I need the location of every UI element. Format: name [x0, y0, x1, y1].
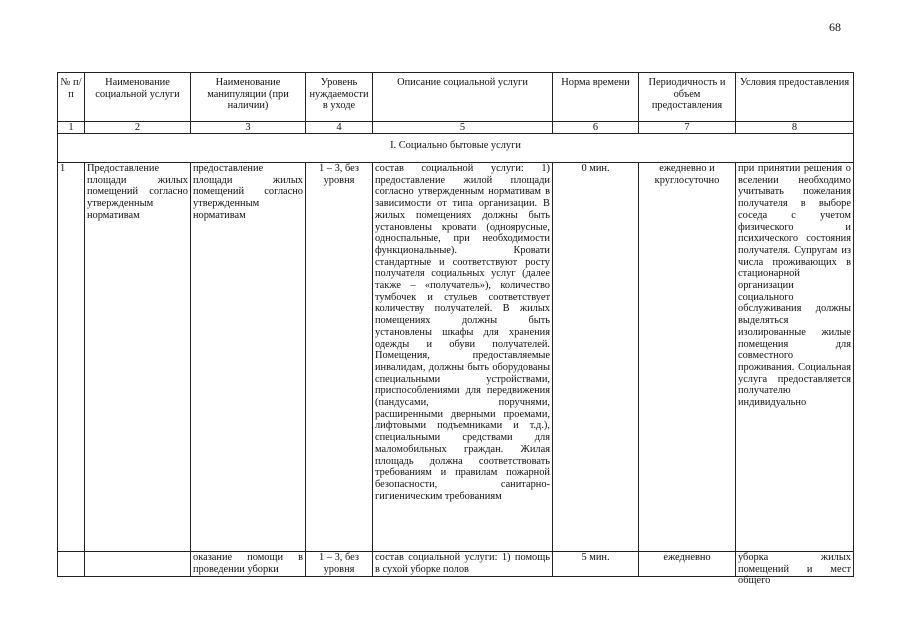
manipulation-name: предоставление площади жилых помещений согласно утвержденным нормативам	[191, 163, 306, 552]
column-number: 2	[85, 122, 191, 134]
conditions-text: уборка жилых помещений и мест общего	[738, 552, 851, 587]
manipulation-name	[191, 552, 306, 577]
header-row	[58, 73, 854, 122]
service-name	[85, 552, 191, 577]
section-title: I. Социально бытовые услуги	[58, 134, 854, 163]
header-cell: Уровень нуждаемости в уходе	[306, 73, 373, 122]
manipulation-text: оказание помощи в проведении уборки	[193, 552, 303, 575]
column-number: 4	[306, 122, 373, 134]
periodicity: ежедневно и круглосуточно	[639, 163, 736, 552]
column-number: 1	[58, 122, 85, 134]
header-cell: Периодичность и объем предоставления	[639, 73, 736, 122]
header-cell: Наименование манипуляции (при наличии)	[191, 73, 306, 122]
page-number: 68	[829, 20, 841, 34]
column-number-row	[58, 122, 854, 134]
service-description: состав социальной услуги: 1) предоставление жилой площади согласно утвержденным нормативам в зависимости от типа организации. В жилых помещениях должны быть установлены кровати (одноярусные, односпальные, при необходимости функциональные). Кровати стандартные и соответствуют росту получателя социальных услуг (далее также – «получатель»), количество тумбочек и стульев соответствует количеству получателей. В жилых помещениях должны быть установлены шкафы для хранения одежды и обуви получателей. Помещения, предоставляемые инвалидам, должны быть оборудованы специальными устройствами, приспособлениями для передвижения (пандусами, поручнями, расширенными дверными проемами, лифтовыми подъемниками и т.д.), специальными средствами для маломобильных граждан. Жилая площадь должна соответствовать требованиям и правилам пожарной безопасности, санитарно-гигиеническим требованиям	[373, 163, 553, 552]
row-number	[58, 552, 85, 577]
care-level: 1 – 3, без уровня	[306, 163, 373, 552]
service-description-text: состав социальной услуги: 1) помощь в сухой уборке полов	[375, 552, 550, 575]
conditions	[736, 552, 854, 587]
header-cell: Наименование социальной услуги	[85, 73, 191, 122]
column-number: 6	[553, 122, 639, 134]
column-number: 8	[736, 122, 854, 134]
header-cell: Описание социальной услуги	[373, 73, 553, 122]
time-norm: 5 мин.	[553, 552, 639, 577]
row-number: 1	[58, 163, 85, 552]
time-norm: 0 мин.	[553, 163, 639, 552]
table-row	[58, 552, 854, 577]
service-name: Предоставление площади жилых помещений согласно утвержденным нормативам	[85, 163, 191, 552]
column-number: 5	[373, 122, 553, 134]
conditions: при принятии решения о вселении необходимо учитывать пожелания получателя в выборе соседа с учетом физического и психического состояния получателя. Супругам из числа проживающих в стационарной организации социального обслуживания должны выделяться изолированные жилые помещения для совместного проживания. Социальная услуга предоставляется получателю индивидуально	[736, 163, 854, 552]
header-cell: № п/п	[58, 73, 85, 122]
care-level	[306, 552, 373, 577]
header-cell: Норма времени	[553, 73, 639, 122]
social-services-table	[57, 72, 854, 587]
section-row	[58, 134, 854, 163]
column-number: 7	[639, 122, 736, 134]
header-cell: Условия предоставления	[736, 73, 854, 122]
periodicity: ежедневно	[639, 552, 736, 577]
care-level-text: 1 – 3, без уровня	[319, 552, 359, 575]
service-description	[373, 552, 553, 577]
table-row	[58, 163, 854, 552]
column-number: 3	[191, 122, 306, 134]
